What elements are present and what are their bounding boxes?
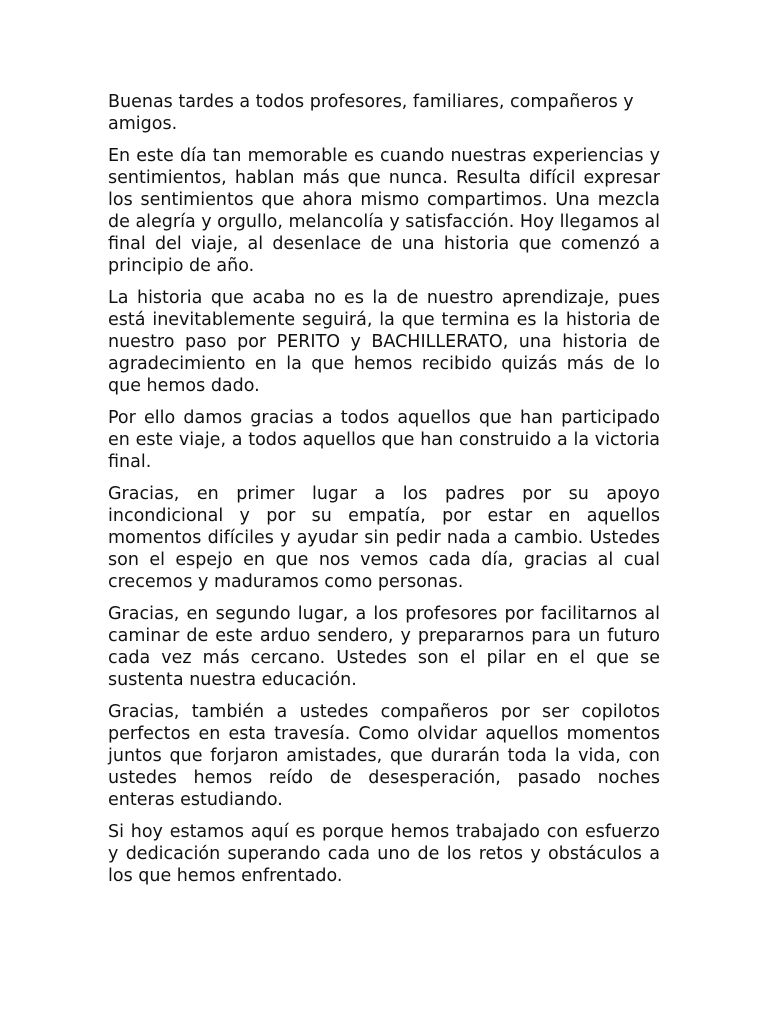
paragraph-story: La historia que acaba no es la de nuestro aprendizaje, pues está inevitablemente seguirá, la que termina es la historia de nuestro paso por PERITO y BACHILLERATO, una historia de agradecimiento en la que hemos recibido quizás más de lo que hemos dado. xyxy=(108,288,660,396)
paragraph-greeting: Buenas tardes a todos profesores, familiares, compañeros y amigos. xyxy=(108,92,634,134)
paragraph-memorable-day: En este día tan memorable es cuando nuestras experiencias y sentimientos, hablan más que nunca. Resulta difícil expresar los sentimientos que ahora mismo compartimos. Una mezcla de alegría y orgullo, melancolía y satisfacción. Hoy llegamos al final del viaje, al desenlace de una historia que comenzó a principio de año. xyxy=(108,146,660,276)
paragraph-thanks-classmates: Gracias, también a ustedes compañeros por ser copilotos perfectos en esta travesía. Como olvidar aquellos momentos juntos que forjaron amistades, que durarán toda la vida, con ustedes hemos reído de desesperación, pasado noches enteras estudiando. xyxy=(108,702,660,810)
paragraph-thanks-teachers: Gracias, en segundo lugar, a los profesores por facilitarnos al caminar de este arduo sendero, y prepararnos para un futuro cada vez más cercano. Ustedes son el pilar en el que se sustenta nuestra educación. xyxy=(108,604,660,690)
paragraph-closing: Si hoy estamos aquí es porque hemos trabajado con esfuerzo y dedicación superando cada uno de los retos y obstáculos a los que hemos enfrentado. xyxy=(108,822,660,886)
paragraph-thanks-parents: Gracias, en primer lugar a los padres por su apoyo incondicional y por su empatía, por estar en aquellos momentos difíciles y ayudar sin pedir nada a cambio. Ustedes son el espejo en que nos vemos cada día, gracias al cual crecemos y maduramos como personas. xyxy=(108,484,660,592)
paragraph-thanks-all: Por ello damos gracias a todos aquellos que han participado en este viaje, a todos aquellos que han construido a la victoria final. xyxy=(108,408,660,472)
document-page xyxy=(108,91,660,897)
